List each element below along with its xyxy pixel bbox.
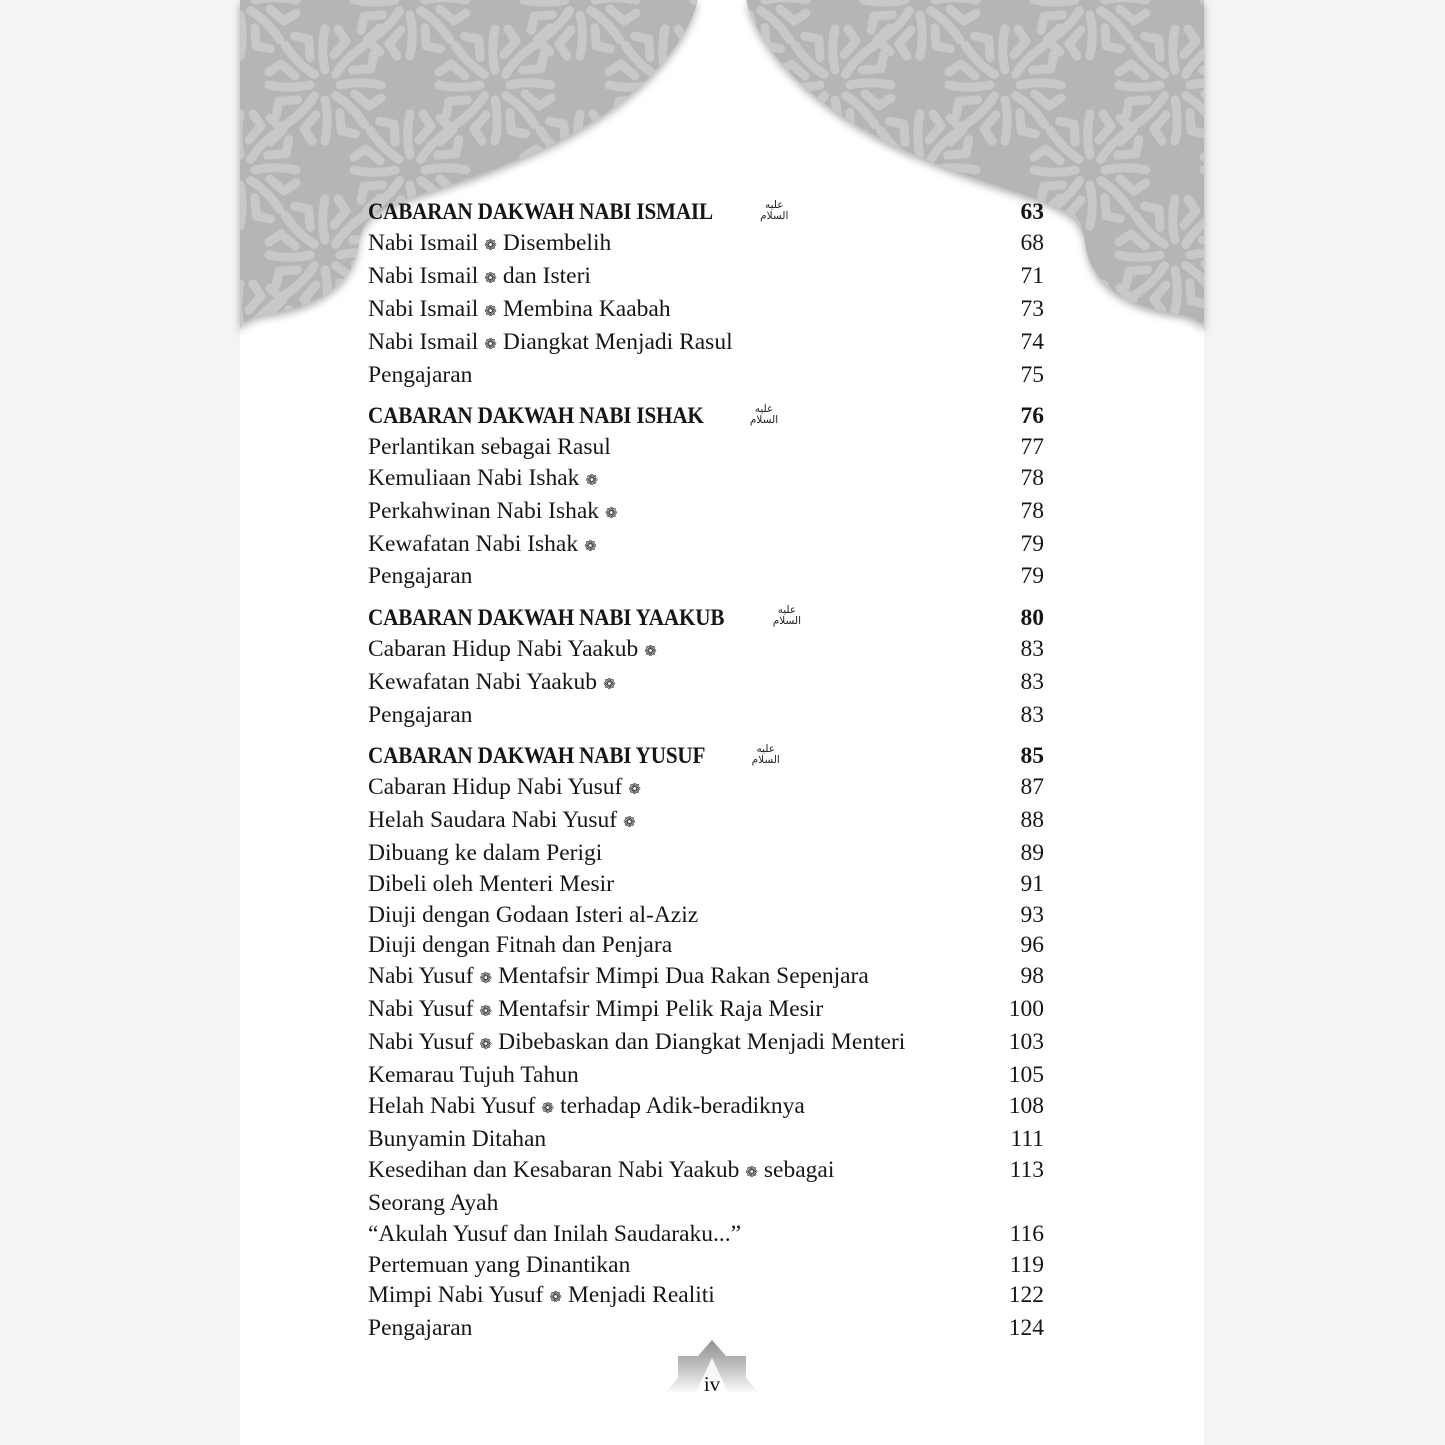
alaihissalam-seal-icon: ❁ [644, 641, 657, 660]
toc-page-number: 74 [1020, 328, 1044, 355]
toc-section-heading [368, 603, 1044, 634]
toc-entry-label: Pengajaran [368, 563, 473, 590]
toc-section-title-wrap [368, 603, 808, 634]
toc-page-number: 119 [1009, 1251, 1044, 1278]
alaihissalam-seal-icon: ❁ [603, 674, 616, 693]
alaihissalam-seal-icon: ❁ [623, 812, 636, 831]
toc-section [368, 603, 1044, 731]
toc-entry [368, 1091, 1044, 1124]
toc-entry-label: Bunyamin Ditahan [368, 1125, 547, 1152]
toc-entry [368, 327, 1044, 360]
toc-section [368, 401, 1044, 592]
toc-page-number: 116 [1009, 1220, 1044, 1247]
toc-page-number: 68 [1020, 229, 1044, 256]
toc-entry-label: Kewafatan Nabi Yaakub ❁ [368, 668, 616, 695]
toc-entry [368, 805, 1044, 838]
table-of-contents [368, 197, 1044, 1344]
toc-section [368, 197, 1044, 390]
toc-entry [368, 994, 1044, 1027]
toc-entry [368, 1060, 1044, 1091]
toc-entry-label: Dibuang ke dalam Perigi [368, 839, 603, 866]
toc-entry-label: “Akulah Yusuf dan Inilah Saudaraku...” [368, 1220, 742, 1247]
toc-page-number: 89 [1020, 839, 1044, 866]
toc-entry [368, 667, 1044, 700]
toc-page-number: 83 [1020, 635, 1044, 662]
toc-page-number: 76 [1020, 402, 1044, 429]
toc-entry [368, 463, 1044, 496]
toc-entry-label: Pengajaran [368, 701, 473, 728]
toc-entry [368, 900, 1044, 931]
toc-entry [368, 1155, 1044, 1188]
toc-page-number: 91 [1020, 870, 1044, 897]
toc-entry [368, 1219, 1044, 1250]
toc-entry-label: Kemarau Tujuh Tahun [368, 1062, 579, 1089]
alaihissalam-seal-icon: ❁ [484, 334, 497, 353]
toc-entry [368, 930, 1044, 961]
toc-page-number: 80 [1020, 604, 1044, 631]
toc-page-number: 88 [1020, 806, 1044, 833]
toc-entry [368, 228, 1044, 261]
footer-page-number: iv [703, 1372, 721, 1396]
toc-entry-label: Perkahwinan Nabi Ishak ❁ [368, 497, 618, 524]
toc-entry-label: Pengajaran [368, 361, 473, 388]
toc-entry-label: Nabi Ismail ❁ Disembelih [368, 229, 612, 256]
toc-entry-label: Diuji dengan Fitnah dan Penjara [368, 932, 673, 959]
toc-entry-label: Pengajaran [368, 1315, 473, 1342]
toc-entry [368, 1124, 1044, 1155]
toc-entry [368, 1250, 1044, 1281]
toc-entry-label: Nabi Yusuf ❁ Mentafsir Mimpi Pelik Raja Mesir [368, 996, 824, 1023]
toc-entry [368, 634, 1044, 667]
toc-page-number: 100 [1008, 996, 1044, 1023]
toc-entry-label: Helah Saudara Nabi Yusuf ❁ [368, 806, 636, 833]
toc-entry-label: Helah Nabi Yusuf ❁ terhadap Adik-beradiknya [368, 1092, 805, 1119]
toc-section-heading [368, 401, 1044, 432]
toc-page-number: 78 [1020, 464, 1044, 491]
alaihissalam-seal-icon: ❁ [585, 470, 599, 489]
toc-entry-label: Nabi Yusuf ❁ Dibebaskan dan Diangkat Menjadi Menteri [368, 1029, 906, 1056]
toc-entry-label: Kewafatan Nabi Ishak ❁ [368, 530, 597, 557]
toc-section-title-wrap [368, 741, 787, 772]
toc-page-number: 83 [1020, 668, 1044, 695]
toc-entry-label: Cabaran Hidup Nabi Yusuf ❁ [368, 773, 641, 800]
alaihissalam-seal-icon: ❁ [584, 536, 597, 555]
toc-entry-label: Kesedihan dan Kesabaran Nabi Yaakub ❁ sebagai [368, 1156, 835, 1183]
toc-page-number: 78 [1020, 497, 1044, 524]
toc-section-title-wrap [368, 401, 785, 432]
toc-entry-label: Seorang Ayah [368, 1189, 499, 1216]
toc-entry [368, 294, 1044, 327]
alaihissalam-seal-icon: ❁ [479, 1035, 493, 1054]
toc-page-number: 63 [1020, 199, 1044, 225]
toc-page-number: 75 [1020, 361, 1044, 388]
toc-page-number: 122 [1008, 1282, 1044, 1309]
toc-section-title: CABARAN DAKWAH NABI YAAKUB [368, 604, 725, 631]
toc-page-number: 71 [1020, 262, 1044, 289]
toc-section-heading [368, 741, 1044, 772]
toc-section-title-wrap [368, 197, 795, 228]
toc-entry-label: Nabi Ismail ❁ dan Isteri [368, 262, 591, 289]
toc-entry [368, 360, 1044, 391]
alaihissalam-seal-icon: ❁ [541, 1098, 555, 1117]
alaihissalam-seal-icon: ❁ [479, 1002, 493, 1021]
toc-entry [368, 529, 1044, 562]
toc-page-number: 79 [1020, 563, 1044, 590]
toc-entry [368, 432, 1044, 463]
toc-page-number: 124 [1008, 1315, 1044, 1342]
toc-entry [368, 1027, 1044, 1060]
alaihissalam-seal-icon: ❁ [745, 1162, 758, 1181]
toc-page-number: 77 [1020, 433, 1044, 460]
toc-entry [368, 561, 1044, 592]
toc-entry-label: Kemuliaan Nabi Ishak ❁ [368, 464, 599, 491]
toc-page-number: 96 [1020, 932, 1044, 959]
toc-entry-label: Nabi Ismail ❁ Diangkat Menjadi Rasul [368, 328, 733, 355]
toc-page-number: 87 [1020, 773, 1044, 800]
toc-page-number: 103 [1008, 1029, 1044, 1056]
toc-page-number: 113 [1009, 1156, 1044, 1183]
toc-section [368, 741, 1044, 1344]
toc-entry-label: Nabi Ismail ❁ Membina Kaabah [368, 295, 671, 322]
toc-entry [368, 1280, 1044, 1313]
toc-entry-label: Cabaran Hidup Nabi Yaakub ❁ [368, 635, 657, 662]
alaihissalam-seal-icon: ❁ [628, 779, 641, 798]
toc-page-number: 93 [1020, 901, 1044, 928]
toc-page-number: 85 [1020, 743, 1044, 769]
toc-entry-continuation [368, 1188, 1044, 1219]
alaihissalam-seal-icon: ❁ [549, 1288, 562, 1307]
toc-page-number: 108 [1008, 1092, 1044, 1119]
alaihissalam-calligraphy: عليه السلام [751, 742, 780, 766]
toc-page-number: 73 [1020, 295, 1044, 322]
toc-entry [368, 838, 1044, 869]
toc-section-title: CABARAN DAKWAH NABI ISMAIL [368, 199, 713, 225]
toc-entry [368, 496, 1044, 529]
footer-ornament-area [664, 1338, 760, 1394]
alaihissalam-seal-icon: ❁ [484, 268, 497, 287]
toc-entry [368, 772, 1044, 805]
toc-entry-label: Diuji dengan Godaan Isteri al-Aziz [368, 901, 699, 928]
toc-section-title: CABARAN DAKWAH NABI YUSUF [368, 743, 706, 769]
alaihissalam-calligraphy: عليه السلام [749, 402, 779, 426]
alaihissalam-seal-icon: ❁ [605, 503, 618, 522]
toc-page-number: 111 [1010, 1125, 1044, 1152]
toc-page-number: 105 [1008, 1062, 1044, 1089]
alaihissalam-seal-icon: ❁ [479, 969, 493, 988]
toc-entry-label: Mimpi Nabi Yusuf ❁ Menjadi Realiti [368, 1282, 715, 1309]
toc-entry [368, 261, 1044, 294]
toc-entry-label: Pertemuan yang Dinantikan [368, 1251, 631, 1278]
toc-page-number: 98 [1020, 963, 1044, 990]
toc-entry-label: Perlantikan sebagai Rasul [368, 433, 611, 460]
alaihissalam-calligraphy: عليه السلام [772, 604, 801, 628]
toc-entry [368, 869, 1044, 900]
toc-entry [368, 961, 1044, 994]
alaihissalam-calligraphy: عليه السلام [760, 198, 789, 222]
toc-page-number: 83 [1020, 701, 1044, 728]
alaihissalam-seal-icon: ❁ [484, 301, 497, 320]
book-page [240, 0, 1204, 1445]
toc-page-number: 79 [1020, 530, 1044, 557]
toc-entry [368, 700, 1044, 731]
toc-section-title: CABARAN DAKWAH NABI ISHAK [368, 402, 704, 429]
alaihissalam-seal-icon: ❁ [484, 235, 497, 254]
toc-entry-label: Nabi Yusuf ❁ Mentafsir Mimpi Dua Rakan Sepenjara [368, 963, 869, 990]
toc-entry-label: Dibeli oleh Menteri Mesir [368, 870, 615, 897]
toc-section-heading [368, 197, 1044, 228]
